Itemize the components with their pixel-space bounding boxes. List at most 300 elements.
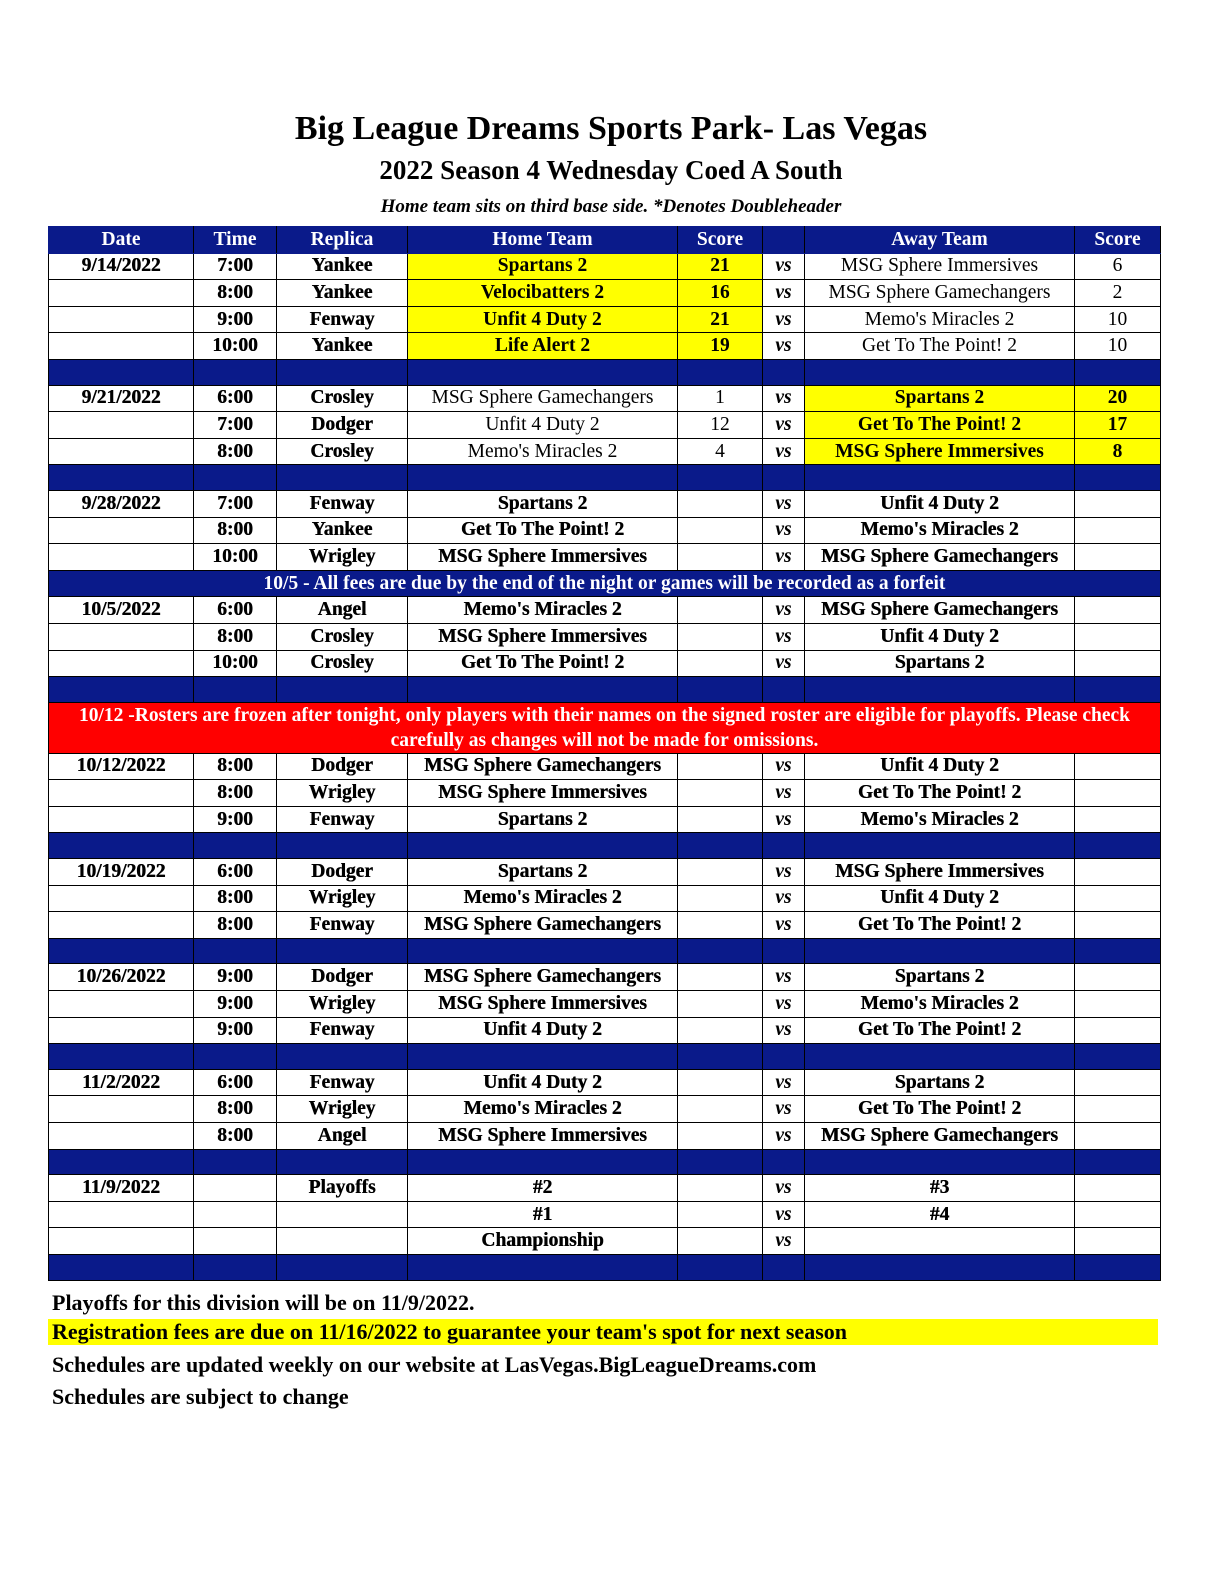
replica-cell: Wrigley xyxy=(277,780,408,807)
separator-cell xyxy=(1075,465,1161,491)
separator-cell xyxy=(277,833,408,859)
page-title: Big League Dreams Sports Park- Las Vegas xyxy=(294,110,928,147)
home-team-cell: Spartans 2 xyxy=(408,859,678,886)
table-row xyxy=(49,385,1161,412)
table-row xyxy=(49,544,1161,571)
home-score-cell xyxy=(678,1175,763,1202)
separator-cell xyxy=(49,359,194,385)
separator-cell xyxy=(1075,1254,1161,1280)
away-score-cell: 17 xyxy=(1075,412,1161,439)
separator-cell xyxy=(277,938,408,964)
separator-cell xyxy=(277,677,408,703)
header-time: Time xyxy=(194,227,277,254)
time-cell: 8:00 xyxy=(194,912,277,939)
separator-cell xyxy=(678,677,763,703)
home-team-cell: MSG Sphere Immersives xyxy=(408,1123,678,1150)
home-score-cell xyxy=(678,753,763,780)
time-cell: 8:00 xyxy=(194,438,277,465)
away-team-cell: Get To The Point! 2 xyxy=(805,912,1075,939)
away-team-cell: Get To The Point! 2 xyxy=(805,333,1075,360)
separator-cell xyxy=(805,1044,1075,1070)
replica-cell: Crosley xyxy=(277,438,408,465)
away-score-cell xyxy=(1075,517,1161,544)
away-score-cell: 8 xyxy=(1075,438,1161,465)
home-team-cell: MSG Sphere Immersives xyxy=(408,780,678,807)
date-cell: 9/14/2022 xyxy=(49,253,194,280)
vs-cell: vs xyxy=(763,1069,805,1096)
table-row xyxy=(49,412,1161,439)
home-team-note: Home team sits on third base side. *Denotes Doubleheader xyxy=(380,196,842,217)
date-cell xyxy=(49,1017,194,1044)
table-row xyxy=(49,1123,1161,1150)
header-home-team: Home Team xyxy=(408,227,678,254)
separator-cell xyxy=(1075,677,1161,703)
away-score-cell xyxy=(1075,912,1161,939)
separator-cell xyxy=(408,677,678,703)
footer-website-note: Schedules are updated weekly on our website at LasVegas.BigLeagueDreams.com xyxy=(52,1352,817,1377)
replica-cell: Dodger xyxy=(277,412,408,439)
home-score-cell xyxy=(678,623,763,650)
home-score-cell: 16 xyxy=(678,280,763,307)
vs-cell: vs xyxy=(763,964,805,991)
home-team-cell: MSG Sphere Gamechangers xyxy=(408,753,678,780)
separator-row xyxy=(49,465,1161,491)
date-cell: 9/21/2022 xyxy=(49,385,194,412)
date-cell xyxy=(49,991,194,1018)
date-cell: 10/5/2022 xyxy=(49,597,194,624)
home-team-cell: Unfit 4 Duty 2 xyxy=(408,1069,678,1096)
separator-cell xyxy=(408,833,678,859)
time-cell xyxy=(194,1201,277,1228)
home-team-cell: Velocibatters 2 xyxy=(408,280,678,307)
separator-cell xyxy=(277,359,408,385)
table-row xyxy=(49,1228,1161,1255)
header-away-score: Score xyxy=(1075,227,1161,254)
home-score-cell xyxy=(678,806,763,833)
separator-cell xyxy=(1075,938,1161,964)
home-team-cell: Unfit 4 Duty 2 xyxy=(408,412,678,439)
away-score-cell xyxy=(1075,544,1161,571)
separator-cell xyxy=(194,833,277,859)
away-score-cell xyxy=(1075,1096,1161,1123)
away-team-cell: Get To The Point! 2 xyxy=(805,780,1075,807)
table-row xyxy=(49,780,1161,807)
separator-cell xyxy=(678,1044,763,1070)
away-team-cell: #3 xyxy=(805,1175,1075,1202)
home-score-cell xyxy=(678,1017,763,1044)
away-team-cell: Unfit 4 Duty 2 xyxy=(805,623,1075,650)
vs-cell: vs xyxy=(763,490,805,517)
table-row xyxy=(49,1175,1161,1202)
table-row xyxy=(49,1017,1161,1044)
separator-cell xyxy=(49,465,194,491)
table-row xyxy=(49,753,1161,780)
home-team-cell: MSG Sphere Immersives xyxy=(408,544,678,571)
home-team-cell: #1 xyxy=(408,1201,678,1228)
replica-cell: Wrigley xyxy=(277,544,408,571)
away-score-cell xyxy=(1075,964,1161,991)
separator-cell xyxy=(49,677,194,703)
replica-cell: Crosley xyxy=(277,385,408,412)
away-team-cell: MSG Sphere Immersives xyxy=(805,438,1075,465)
date-cell xyxy=(49,780,194,807)
date-cell xyxy=(49,1096,194,1123)
separator-cell xyxy=(194,359,277,385)
vs-cell: vs xyxy=(763,623,805,650)
separator-cell xyxy=(408,1044,678,1070)
time-cell: 7:00 xyxy=(194,412,277,439)
separator-cell xyxy=(49,1044,194,1070)
home-score-cell xyxy=(678,544,763,571)
vs-cell: vs xyxy=(763,1228,805,1255)
separator-cell xyxy=(1075,359,1161,385)
time-cell xyxy=(194,1175,277,1202)
away-team-cell: MSG Sphere Immersives xyxy=(805,859,1075,886)
time-cell: 10:00 xyxy=(194,333,277,360)
separator-cell xyxy=(763,938,805,964)
away-team-cell: Get To The Point! 2 xyxy=(805,1017,1075,1044)
separator-row xyxy=(49,938,1161,964)
replica-cell: Fenway xyxy=(277,306,408,333)
away-team-cell: MSG Sphere Gamechangers xyxy=(805,544,1075,571)
notice-text: 10/12 -Rosters are frozen after tonight, only players with their names on the signed roster are eligible for playoffs. Please check carefully as changes will not be made for omissions. xyxy=(49,702,1161,753)
away-score-cell: 10 xyxy=(1075,306,1161,333)
separator-row xyxy=(49,1254,1161,1280)
date-cell xyxy=(49,1123,194,1150)
home-team-cell: Memo's Miracles 2 xyxy=(408,438,678,465)
header-date: Date xyxy=(49,227,194,254)
away-score-cell: 6 xyxy=(1075,253,1161,280)
replica-cell: Yankee xyxy=(277,517,408,544)
separator-cell xyxy=(678,938,763,964)
replica-cell: Fenway xyxy=(277,490,408,517)
away-team-cell: #4 xyxy=(805,1201,1075,1228)
table-row xyxy=(49,306,1161,333)
vs-cell: vs xyxy=(763,753,805,780)
separator-cell xyxy=(763,359,805,385)
schedule-table xyxy=(48,226,1161,1281)
separator-cell xyxy=(678,833,763,859)
separator-cell xyxy=(1075,1044,1161,1070)
separator-cell xyxy=(678,465,763,491)
away-team-cell xyxy=(805,1228,1075,1255)
separator-cell xyxy=(1075,1149,1161,1175)
home-team-cell: Get To The Point! 2 xyxy=(408,517,678,544)
time-cell: 9:00 xyxy=(194,964,277,991)
footer-registration-note: Registration fees are due on 11/16/2022 to guarantee your team's spot for next season xyxy=(48,1319,1158,1345)
separator-cell xyxy=(408,1254,678,1280)
time-cell: 7:00 xyxy=(194,253,277,280)
home-score-cell xyxy=(678,1201,763,1228)
vs-cell: vs xyxy=(763,780,805,807)
table-row xyxy=(49,650,1161,677)
away-team-cell: Unfit 4 Duty 2 xyxy=(805,885,1075,912)
date-cell: 9/28/2022 xyxy=(49,490,194,517)
separator-cell xyxy=(1075,833,1161,859)
home-team-cell: Get To The Point! 2 xyxy=(408,650,678,677)
table-row xyxy=(49,964,1161,991)
replica-cell: Fenway xyxy=(277,1017,408,1044)
header-away-team: Away Team xyxy=(805,227,1075,254)
time-cell: 7:00 xyxy=(194,490,277,517)
vs-cell: vs xyxy=(763,306,805,333)
separator-cell xyxy=(49,938,194,964)
date-cell xyxy=(49,806,194,833)
footer-change-note: Schedules are subject to change xyxy=(52,1384,349,1409)
separator-row xyxy=(49,1149,1161,1175)
replica-cell: Fenway xyxy=(277,806,408,833)
away-team-cell: MSG Sphere Gamechangers xyxy=(805,597,1075,624)
home-score-cell: 12 xyxy=(678,412,763,439)
separator-cell xyxy=(49,833,194,859)
vs-cell: vs xyxy=(763,1201,805,1228)
table-row xyxy=(49,597,1161,624)
table-row xyxy=(49,438,1161,465)
separator-cell xyxy=(678,1254,763,1280)
date-cell xyxy=(49,650,194,677)
away-team-cell: Get To The Point! 2 xyxy=(805,412,1075,439)
table-row xyxy=(49,806,1161,833)
table-header-row xyxy=(49,227,1161,254)
separator-cell xyxy=(805,1254,1075,1280)
home-team-cell: Memo's Miracles 2 xyxy=(408,1096,678,1123)
away-team-cell: MSG Sphere Immersives xyxy=(805,253,1075,280)
replica-cell: Angel xyxy=(277,1123,408,1150)
home-team-cell: Memo's Miracles 2 xyxy=(408,885,678,912)
home-score-cell xyxy=(678,964,763,991)
date-cell xyxy=(49,333,194,360)
home-team-cell: MSG Sphere Gamechangers xyxy=(408,964,678,991)
home-team-cell: MSG Sphere Immersives xyxy=(408,991,678,1018)
home-team-cell: Unfit 4 Duty 2 xyxy=(408,306,678,333)
table-row xyxy=(49,1069,1161,1096)
away-team-cell: Spartans 2 xyxy=(805,964,1075,991)
separator-cell xyxy=(763,677,805,703)
table-row xyxy=(49,280,1161,307)
separator-cell xyxy=(408,359,678,385)
time-cell: 6:00 xyxy=(194,597,277,624)
table-row xyxy=(49,991,1161,1018)
away-score-cell: 2 xyxy=(1075,280,1161,307)
time-cell: 8:00 xyxy=(194,780,277,807)
separator-cell xyxy=(49,1254,194,1280)
header-home-score: Score xyxy=(678,227,763,254)
header-vs xyxy=(763,227,805,254)
date-cell xyxy=(49,885,194,912)
home-team-cell: #2 xyxy=(408,1175,678,1202)
separator-cell xyxy=(408,938,678,964)
separator-cell xyxy=(194,1254,277,1280)
vs-cell: vs xyxy=(763,991,805,1018)
home-score-cell xyxy=(678,912,763,939)
date-cell: 10/19/2022 xyxy=(49,859,194,886)
replica-cell: Angel xyxy=(277,597,408,624)
replica-cell: Playoffs xyxy=(277,1175,408,1202)
away-team-cell: Spartans 2 xyxy=(805,1069,1075,1096)
separator-row xyxy=(49,677,1161,703)
vs-cell: vs xyxy=(763,1017,805,1044)
replica-cell: Fenway xyxy=(277,912,408,939)
replica-cell: Dodger xyxy=(277,964,408,991)
vs-cell: vs xyxy=(763,597,805,624)
home-score-cell xyxy=(678,597,763,624)
home-score-cell xyxy=(678,780,763,807)
footer-playoffs-note: Playoffs for this division will be on 11/9/2022. xyxy=(52,1290,475,1315)
separator-cell xyxy=(408,1149,678,1175)
away-team-cell: Unfit 4 Duty 2 xyxy=(805,490,1075,517)
date-cell xyxy=(49,1201,194,1228)
separator-cell xyxy=(805,1149,1075,1175)
home-score-cell: 21 xyxy=(678,253,763,280)
away-score-cell xyxy=(1075,806,1161,833)
vs-cell: vs xyxy=(763,385,805,412)
away-score-cell xyxy=(1075,650,1161,677)
vs-cell: vs xyxy=(763,438,805,465)
separator-cell xyxy=(194,1044,277,1070)
separator-cell xyxy=(194,1149,277,1175)
away-score-cell xyxy=(1075,597,1161,624)
home-score-cell: 19 xyxy=(678,333,763,360)
away-team-cell: Spartans 2 xyxy=(805,385,1075,412)
replica-cell: Crosley xyxy=(277,623,408,650)
replica-cell xyxy=(277,1228,408,1255)
away-team-cell: MSG Sphere Gamechangers xyxy=(805,280,1075,307)
home-score-cell xyxy=(678,991,763,1018)
home-team-cell: Memo's Miracles 2 xyxy=(408,597,678,624)
home-team-cell: Spartans 2 xyxy=(408,253,678,280)
away-score-cell xyxy=(1075,1228,1161,1255)
schedule-body xyxy=(49,253,1161,1280)
separator-cell xyxy=(194,465,277,491)
separator-row xyxy=(49,359,1161,385)
date-cell xyxy=(49,412,194,439)
home-team-cell: Unfit 4 Duty 2 xyxy=(408,1017,678,1044)
vs-cell: vs xyxy=(763,253,805,280)
separator-row xyxy=(49,1044,1161,1070)
date-cell: 11/2/2022 xyxy=(49,1069,194,1096)
separator-cell xyxy=(194,677,277,703)
date-cell xyxy=(49,280,194,307)
home-team-cell: MSG Sphere Gamechangers xyxy=(408,912,678,939)
date-cell: 11/9/2022 xyxy=(49,1175,194,1202)
date-cell xyxy=(49,912,194,939)
vs-cell: vs xyxy=(763,859,805,886)
replica-cell: Yankee xyxy=(277,253,408,280)
time-cell: 8:00 xyxy=(194,1096,277,1123)
home-score-cell: 4 xyxy=(678,438,763,465)
away-score-cell xyxy=(1075,885,1161,912)
table-row xyxy=(49,912,1161,939)
separator-cell xyxy=(408,465,678,491)
separator-cell xyxy=(763,1254,805,1280)
home-score-cell xyxy=(678,1069,763,1096)
home-score-cell: 21 xyxy=(678,306,763,333)
away-score-cell xyxy=(1075,859,1161,886)
time-cell: 6:00 xyxy=(194,385,277,412)
date-cell xyxy=(49,623,194,650)
away-score-cell xyxy=(1075,780,1161,807)
vs-cell: vs xyxy=(763,912,805,939)
away-score-cell xyxy=(1075,1175,1161,1202)
separator-cell xyxy=(678,359,763,385)
vs-cell: vs xyxy=(763,333,805,360)
time-cell: 9:00 xyxy=(194,306,277,333)
away-team-cell: MSG Sphere Gamechangers xyxy=(805,1123,1075,1150)
table-row xyxy=(49,490,1161,517)
replica-cell: Wrigley xyxy=(277,1096,408,1123)
away-team-cell: Memo's Miracles 2 xyxy=(805,806,1075,833)
replica-cell: Wrigley xyxy=(277,991,408,1018)
away-team-cell: Get To The Point! 2 xyxy=(805,1096,1075,1123)
notice-row xyxy=(49,702,1161,753)
separator-cell xyxy=(49,1149,194,1175)
time-cell: 6:00 xyxy=(194,1069,277,1096)
date-cell xyxy=(49,438,194,465)
vs-cell: vs xyxy=(763,544,805,571)
separator-cell xyxy=(763,833,805,859)
away-team-cell: Memo's Miracles 2 xyxy=(805,306,1075,333)
replica-cell: Yankee xyxy=(277,333,408,360)
time-cell: 9:00 xyxy=(194,991,277,1018)
separator-cell xyxy=(277,1149,408,1175)
table-row xyxy=(49,623,1161,650)
vs-cell: vs xyxy=(763,412,805,439)
date-cell: 10/12/2022 xyxy=(49,753,194,780)
date-cell xyxy=(49,1228,194,1255)
replica-cell: Fenway xyxy=(277,1069,408,1096)
home-team-cell: Life Alert 2 xyxy=(408,333,678,360)
home-team-cell: Championship xyxy=(408,1228,678,1255)
time-cell: 8:00 xyxy=(194,1123,277,1150)
time-cell: 8:00 xyxy=(194,517,277,544)
vs-cell: vs xyxy=(763,885,805,912)
replica-cell: Dodger xyxy=(277,859,408,886)
away-score-cell xyxy=(1075,1123,1161,1150)
notice-text: 10/5 - All fees are due by the end of the night or games will be recorded as a forfeit xyxy=(49,570,1161,597)
home-team-cell: MSG Sphere Immersives xyxy=(408,623,678,650)
table-row xyxy=(49,1201,1161,1228)
away-team-cell: Memo's Miracles 2 xyxy=(805,517,1075,544)
away-score-cell: 10 xyxy=(1075,333,1161,360)
vs-cell: vs xyxy=(763,280,805,307)
home-score-cell xyxy=(678,490,763,517)
vs-cell: vs xyxy=(763,517,805,544)
away-score-cell xyxy=(1075,490,1161,517)
date-cell xyxy=(49,544,194,571)
replica-cell: Wrigley xyxy=(277,885,408,912)
home-score-cell xyxy=(678,650,763,677)
replica-cell: Crosley xyxy=(277,650,408,677)
separator-row xyxy=(49,833,1161,859)
table-row xyxy=(49,885,1161,912)
time-cell: 9:00 xyxy=(194,1017,277,1044)
away-score-cell xyxy=(1075,1201,1161,1228)
away-score-cell xyxy=(1075,991,1161,1018)
notice-row xyxy=(49,570,1161,597)
time-cell: 10:00 xyxy=(194,650,277,677)
home-team-cell: Spartans 2 xyxy=(408,806,678,833)
home-score-cell xyxy=(678,859,763,886)
home-score-cell xyxy=(678,885,763,912)
table-row xyxy=(49,333,1161,360)
time-cell: 8:00 xyxy=(194,280,277,307)
separator-cell xyxy=(763,1044,805,1070)
page-subtitle: 2022 Season 4 Wednesday Coed A South xyxy=(379,155,843,185)
date-cell xyxy=(49,306,194,333)
separator-cell xyxy=(805,359,1075,385)
time-cell xyxy=(194,1228,277,1255)
home-score-cell xyxy=(678,1096,763,1123)
